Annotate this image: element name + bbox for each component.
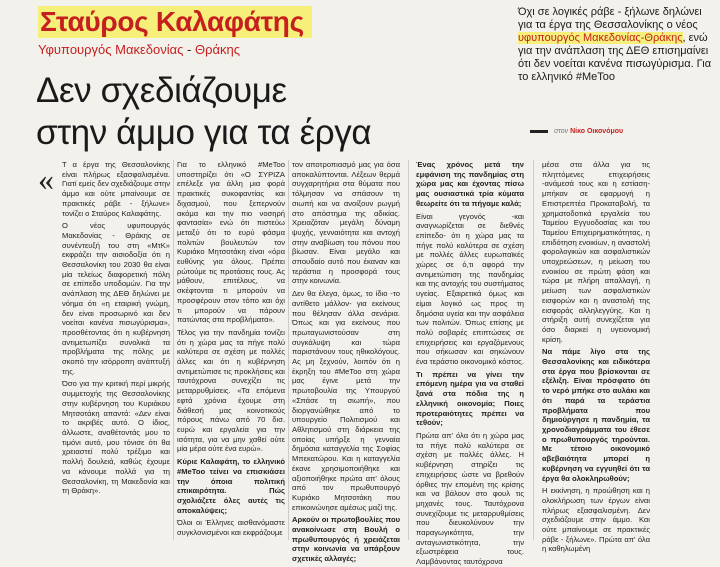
article-column-2: [177, 160, 285, 550]
paragraph: Όσο για την κριτική περί μικρής συμμετοχής της Θεσσαλονίκης στην κυβέρνηση του Κυριάκου Μητσοτάκη απαντά: «Δεν είναι το ακριβές αυτό. Ο ίδιος, άλλωστε, αναθέτοντάς μου το τιμόνι αυτό, μου τόνισε ότι θα χρειαστεί πολύ τρέξιμο και πολλή δουλειά, καθώς έχουμε να κάνουμε πολλά για τη Θεσσαλονίκη, τη Μακεδονία και τη Θράκη».: [62, 379, 170, 496]
paragraph: Είναι γεγονός -και αναγνωρίζεται σε διεθνές επίπεδο- ότι η χώρα μας τα πήγε πολύ καλύτερα σε σχέση με πολλές άλλες ευρωπαϊκές χώρες σε ό,τι αφορά την αντιμετώπιση της πανδημίας και της αντοχής του συστήματος υγείας. Εξαιρετικά όμως και είμαι λογικό ως προς τη δημόσια υγεία και την ασφάλεια των πολιτών. Όπως επίσης με πολύ σοβαρές επιπτώσεις σε επιχειρήσεις και εργαζόμενους που σήκωσαν και σηκώνουν ένα τεράστιο οικονομικό κόστος.: [416, 211, 524, 367]
role-dash: -: [183, 42, 195, 57]
paragraph: Δεν θα έλεγα, όμως, το ίδιο -το αντίθετο μάλλον- για εκείνους που θέλησαν άλλα σενάρια. Όπως και για εκείνους που πρωταγωνιστούσαν στη συγκάλυψη και τώρα παριστάνουν τους ηθικολόγους. Ας μη ξεχνούν, λοιπόν ότι η έκρηξη του #MeToo στη χώρα μας έγινε μετά την πρωτοβουλία της Υπουργού «Σπάσε τη σιωπή», που διοργανώθηκε από το υπουργείο Πολιτισμού και Αθλητισμού στη διάρκεια της οποίας υπήρξε η γενναία δημόσια καταγγελία της Σοφίας Μπεκατώρου. Και η καταγγελία έκανε χρησιμοποιήθηκε και αξιοποιήθηκε πρώτα απ' όλους από τον πρωθυπουργό Κυριάκο Μητσοτάκη που επικοινώνησε αμέσως μαζί της.: [292, 289, 400, 512]
paragraph: Ο νέος υφυπουργός Μακεδονίας - Θράκης σε συνέντευξή του στη «ΜτΚ» εκφράζει την αισιοδοξία ότι η Θεσσαλονίκη του 2030 θα είναι μία τελείως διαφορετική πόλη σε επίπεδο υποδομών. Για την ανάπλαση της ΔΕΘ δηλώνει με νόημα ότι «η εταιρική γνώμη, δεν είναι προσωρινό και δεν νοείται κανένα πισωγύρισμα», προσθέτοντας ότι η κυβέρνηση αντιμετωπίζει συνολικά τα προβλήματα της πόλης με σκοπό την ισόρροπη ανάπτυξή της.: [62, 221, 170, 376]
column-divider: [533, 160, 534, 540]
paragraph: Τ α έργα της Θεσσαλονίκης είναι πλήρως εξασφαλισμένα. Γιατί εμείς δεν σχεδιάζουμε στην άμμο και ούτε μπαίνουμε σε πρακτικές ράβε - ξήλωνε» τονίζει ο Σταύρος Καλαφάτης.: [62, 160, 171, 218]
column-divider: [173, 160, 174, 540]
question: Να πάμε λίγο στα της Θεσσαλονίκης και ειδικότερα στα έργα που βρίσκονται σε εξέλιξη. Είναι πρόσφατο ότι το νερό μπήκε στο αυλάκι και ότι παρά τα τεράστια προβλήματα που δημιούργησε η πανδημία, τα χρονοδιαγράμματα του έθεσε ο πρωθυπουργός τηρούνται. Με τέτοιο οικονομικό αβεβαιότητα μπορεί η κυβέρνηση να εγγυηθεί ότι τα έργα θα ολοκληρωθούν;: [542, 347, 650, 483]
open-quote-mark: «: [38, 161, 54, 197]
intro-text-b: , ενώ για την ανάπλαση της ΔΕΘ επισημαίνει ότι δεν νοείται κανένα πισωγύρισμα. Για το ελληνικό #MeToo: [518, 32, 712, 83]
article-column-5: [542, 160, 651, 554]
question: Ένας χρόνος μετά την εμφάνιση της πανδημίας στη χώρα μας και έχοντας πίσω μας ουσιαστικά τρία κύματα θεωρείτε ότι τα πήγαμε καλά;: [416, 160, 524, 208]
article-column-1: [62, 160, 170, 550]
question: Αρκούν οι πρωτοβουλίες που ανακοίνωσε στη Βουλή ο πρωθυπουργός ή χρειάζεται στην κοινωνία να υπάρξουν σχετικές αλλαγές;: [292, 515, 400, 564]
headline: [36, 70, 496, 154]
column-divider: [288, 160, 289, 540]
question: Κύριε Καλαφάτη, το ελληνικό #MeToo τείνει να επισκιάσει την όποια πολιτική επικαιρότητα. Πώς σχολιάζετε όλες αυτές τις αποκαλύψεις;: [177, 457, 285, 515]
column-divider: [408, 160, 409, 540]
byline: [530, 128, 623, 135]
headline-line-1: Δεν σχεδιάζουμε: [36, 71, 287, 110]
interviewee-role: [38, 42, 240, 58]
intro-summary: [518, 6, 714, 84]
byline-author: Νίκο Οικονόμου: [570, 128, 624, 135]
article-column-3: [292, 160, 400, 564]
paragraph: Πρώτα απ' όλα ότι η χώρα μας τα πήγε πολύ καλύτερα σε σχέση με πολλές άλλες. Η κυβέρνηση στηρίζει τις επιχειρήσεις ώστε να βρεθούν όρθιες την επομένη της κρίσης και να βάλουν στο φουλ τις μηχανές τους. Ταυτόχρονα συνεχίζουμε τις μεταρρυθμίσεις που διευκολύνουν την παραγωγικότητα, την ανταγωνιστικότητα, την εξωστρέφεια τους. Λαμβάνοντας ταυτόχρονα: [416, 430, 524, 567]
interviewee-name: Σταύρος Καλαφάτης: [38, 6, 312, 38]
paragraph: Για το ελληνικό #MeToo υποστηρίζει ότι «Ο ΣΥΡΙΖΑ επέλεξε για άλλη μια φορά πρακτικές συκοφαντίας και διχασμού, που ξεπερνούν ακόμα και την πιο νοσηρή φαντασία» ενώ ότι πιστεύω μεταξύ ότι το ευρύ φάσμα πολιτών βουλευτών τον Κυριάκο Μητσοτάκη είναι «όρα ευθύνης για όλους. Πρέπει ρώτούμε τις προτάσεις τους. Ας μάθουν, επιτέλους, να σκέφτονται τι μπορούν να προσφέρουν στον τόπο και όχι τι μπορούν να πάρουν πατώντας στα προβλήματα».: [177, 160, 285, 325]
role-suffix: Θράκης: [195, 42, 241, 57]
intro-text-a: Όχι σε λογικές ράβε - ξήλωνε δηλώνει για τα έργα της Θεσσαλονίκης ο νέος: [518, 6, 702, 31]
paragraph: Τέλος για την πανδημία τονίζει ότι η χώρα μας τα πήγε πολύ καλύτερα σε σχέση με πολλές άλλες και ότι η κυβέρνηση αντιμετώπισε τις προκλήσεις και ταυτόχρονα συνεχίζει τις μεταρρυθμίσεις. «Τα επόμενα εφτά χρόνια έχουμε στη διάθεσή μας κοινοτικούς πόρους πάνω από 70 δισ. ευρώ και εργαλεία για την ισότητα, για να μην χαθεί ούτε μία μέρα ούτε ένα ευρώ».: [177, 327, 285, 454]
headline-line-2: στην άμμο για τα έργα: [36, 113, 372, 152]
paragraph: τον αποτροπιασμό μας για όσα αποκαλύπτονται. Λέξεων θερμά συγχαρητήρια στα θύματα που τόλμησαν να σπάσουν τη σιωπή και να ανοίξουν ρωγμή στο απόστημα της αδικίας. Χρειαζόταν μεγάλη δύναμη ψυχής, γενναιότητα και αντοχή στην αναβίωση του πόνου που βίωσαν. Είναι μεγάλο και σπουδαίο αυτό που έκαναν και τεράστια η προσφορά τους στην κοινωνία.: [292, 160, 400, 286]
intro-highlight: υφυπουργός Μακεδονίας-Θράκης: [518, 32, 683, 44]
byline-bar-icon: [530, 130, 548, 133]
article-column-4: [416, 160, 524, 567]
paragraph: μέσα στα άλλα για τις πληττόμενες επιχειρήσεις -ανάμεσά τους και η εστίαση- μπήκαν σε εφαρμογή η Επιστρεπτέα Προκαταβολή, τα χρηματοδοτικά εργαλεία του Ταμείου Εγγυοδοσίας και του Ταμείου Επιχειρηματικότητας, η επιδότηση ενοικίων, η αναστολή φορολογικών και ασφαλιστικών υποχρεώσεων, η μείωση του ενοικίου σε πρώτη φάση και τώρα με πλήρη απαλλαγή, η μείωση των ασφαλιστικών εισφορών και η αναστολή της εισφοράς αλληλεγγύης. Και η στήριξη αυτή συνεχίζεται για όσο διαρκεί η υγειονομική κρίση.: [542, 160, 651, 344]
byline-prefix: στον: [554, 128, 571, 135]
role-prefix: Υφυπουργός Μακεδονίας: [38, 42, 184, 57]
question: Τι πρέπει να γίνει την επόμενη ημέρα για να σταθεί ξανά στα πόδια της η ελληνική οικονομία; Ποιες προτεραιότητες πρέπει να τεθούν;: [416, 369, 524, 428]
paragraph: Η εκκίνηση, η προώθηση και η ολοκλήρωση των έργων είναι πλήρως εξασφαλισμένη. Δεν σχεδιάζουμε στην άμμο. Και ούτε μπαίνουμε σε πρακτικές ράβε - ξήλωνε». Πρώτα απ' όλα η καθηλωμένη: [542, 486, 650, 554]
paragraph: Όλοι οι Έλληνες αισθανόμαστε συγκλονισμένοι και εκφράζουμε: [177, 518, 285, 538]
